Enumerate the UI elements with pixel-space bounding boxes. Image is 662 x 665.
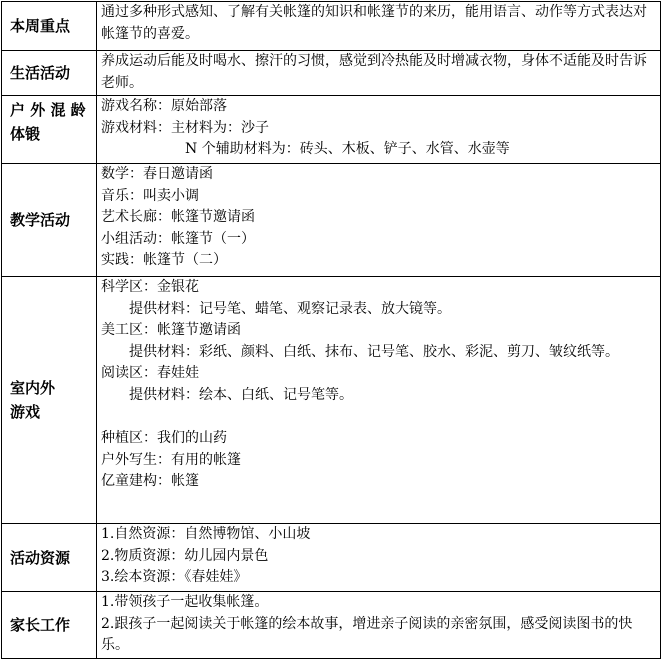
games-art-materials: 提供材料：彩纸、颜料、白纸、抹布、记号笔、胶水、彩泥、剪刀、皱纹纸等。 xyxy=(129,343,619,360)
label-teaching: 教学活动 xyxy=(2,164,97,277)
label-focus: 本周重点 xyxy=(2,2,97,51)
label-parents: 家长工作 xyxy=(2,592,97,659)
label-outdoor xyxy=(2,96,97,164)
games-art: 美工区：帐篷节邀请函 xyxy=(101,322,241,339)
resource-item: 2.物质资源：幼儿园内景色 xyxy=(101,547,269,564)
content-games xyxy=(97,277,661,524)
games-reading-materials: 提供材料：绘本、白纸、记号笔等。 xyxy=(129,386,353,403)
teaching-item: 数学：春日邀请函 xyxy=(101,166,213,182)
games-planting: 种植区：我们的山药 xyxy=(101,430,227,447)
content-outdoor xyxy=(97,96,661,164)
label-resources: 活动资源 xyxy=(2,524,97,592)
row-life xyxy=(2,51,661,96)
outdoor-aux-material: N 个辅助材料为：砖头、木板、铲子、水管、水壶等 xyxy=(185,141,510,158)
content-resources xyxy=(97,524,661,592)
row-parents xyxy=(2,592,661,659)
life-text: 养成运动后能及时喝水、擦汗的习惯，感觉到冷热能及时增减衣物，身体不适能及时告诉老师。 xyxy=(101,53,647,91)
games-science: 科学区：金银花 xyxy=(101,279,199,295)
games-sketch: 户外写生：有用的帐篷 xyxy=(101,451,241,468)
resource-item: 1.自然资源：自然博物馆、小山坡 xyxy=(101,526,311,542)
row-teaching xyxy=(2,164,661,277)
content-focus xyxy=(97,2,661,51)
label-games-line-2: 游戏 xyxy=(10,403,41,421)
outdoor-game-name: 游戏名称：原始部落 xyxy=(101,98,227,114)
parents-task-2: 2.跟孩子一起阅读关于帐篷的绘本故事，增进亲子阅读的亲密氛围，感受阅读图书的快乐。 xyxy=(101,615,633,654)
content-parents xyxy=(97,592,661,659)
label-games xyxy=(2,277,97,524)
resource-item: 3.绘本资源：《春娃娃》 xyxy=(101,569,248,586)
content-teaching xyxy=(97,164,661,277)
row-focus xyxy=(2,2,661,51)
focus-text: 通过多种形式感知、了解有关帐篷的知识和帐篷节的来历，能用语言、动作等方式表达对帐篷节的喜爱。 xyxy=(101,4,647,42)
games-reading: 阅读区：春娃娃 xyxy=(101,365,199,382)
content-life xyxy=(97,51,661,96)
row-resources xyxy=(2,524,661,592)
label-outdoor-line-1: 户 外 混 龄 xyxy=(10,101,86,119)
teaching-item: 实践：帐篷节（二） xyxy=(101,252,227,269)
games-spacer xyxy=(101,407,656,429)
outdoor-main-material: 游戏材料：主材料为：沙子 xyxy=(101,119,269,136)
teaching-item: 小组活动：帐篷节（一） xyxy=(101,230,255,247)
row-outdoor xyxy=(2,96,661,164)
parents-task-1: 1.带领孩子一起收集帐篷。 xyxy=(101,594,269,610)
games-building: 亿童建构：帐篷 xyxy=(101,473,199,490)
label-outdoor-line-2: 体锻 xyxy=(10,125,41,143)
row-games xyxy=(2,277,661,524)
label-games-line-1: 室内外 xyxy=(10,379,56,397)
weekly-plan-table xyxy=(1,1,661,659)
games-science-materials: 提供材料：记号笔、蜡笔、观察记录表、放大镜等。 xyxy=(129,300,451,317)
teaching-item: 艺术长廊：帐篷节邀请函 xyxy=(101,209,255,226)
label-life: 生活活动 xyxy=(2,51,97,96)
teaching-item: 音乐：叫卖小调 xyxy=(101,187,199,204)
